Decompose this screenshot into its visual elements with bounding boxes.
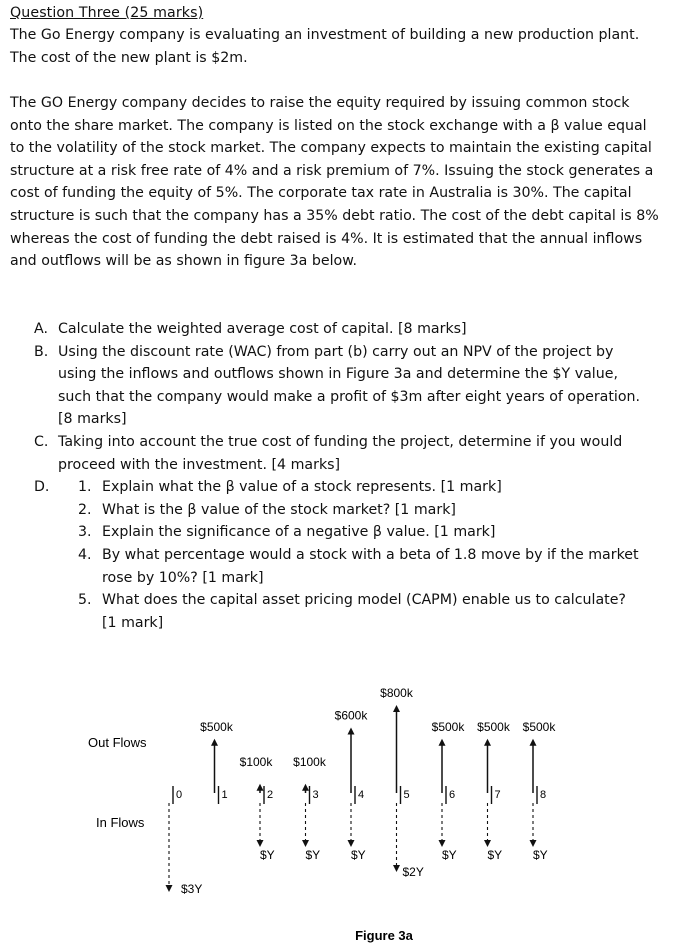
figure-caption: Figure 3a [355,928,413,943]
subquestion-text: Explain what the β value of a stock represents. [1 mark] [102,479,502,496]
part-b [34,341,644,431]
part-letter: D. [34,479,50,496]
outflow-value-label: $100k [239,754,273,769]
outflow-value-label: $600k [334,708,368,723]
inflow-arrow-head [302,840,309,847]
part-text: Taking into account the true cost of funding the project, determine if you would proceed with the investment. [4 marks] [58,433,623,473]
inflow-arrow-head [439,840,446,847]
part-letter: B. [34,343,49,360]
period-label: 2 [267,789,274,801]
out-flows-label: Out Flows [88,735,147,750]
subquestion-number: 1. [78,479,92,496]
part-c [34,431,644,476]
inflow-arrow-head [348,840,355,847]
question-parts [34,318,644,634]
inflow-value-label: $Y [487,848,503,862]
outflow-arrow-head [257,784,264,791]
subquestion [78,521,644,544]
outflow-value-label: $500k [477,719,510,734]
outflow-arrow-head [348,728,355,735]
inflow-arrow-head [257,840,264,847]
subquestion [78,544,644,589]
cash-flow-diagram [0,667,674,947]
period-label: 1 [221,789,228,801]
part-text: Using the discount rate (WAC) from part (b) carry out an NPV of the project by using the inflows and outflows shown in Figure 3a and determine the $Y value, such that the company would make a profit of $3m after eight years of operation. [8 marks] [58,343,641,428]
subquestion [78,589,644,634]
outflow-arrow-head [530,739,537,746]
question-heading: Question Three (25 marks) [10,5,204,21]
inflow-value-label: $3Y [181,882,203,896]
outflow-value-label: $500k [431,719,465,734]
subquestion-text: What is the β value of the stock market? [1 mark] [102,501,456,518]
outflow-arrow-head [393,705,400,712]
inflow-value-label: $Y [305,848,321,862]
part-a [34,318,644,341]
period-label: 7 [494,789,501,801]
outflow-arrow-head [302,784,309,791]
inflow-arrow-head [166,885,173,892]
outflow-value-label: $500k [200,719,233,734]
body-paragraph [10,92,660,273]
subquestion-number: 3. [78,524,92,541]
subquestion-text: Explain the significance of a negative β value. [1 mark] [102,524,496,541]
outflow-arrow-head [439,739,446,746]
outflow-arrow-head [484,739,491,746]
body-text: The GO Energy company decides to raise the equity required by issuing common stock onto the share market. The company is listed on the stock exchange with a β value equal to the volatility of the stock market. The company expects to maintain the existing capital structure at a risk free rate of 4% and a risk premium of 7%. Issuing the stock generates a cost of funding the equity of 5%. The corporate tax rate in Australia is 30%. The capital structure is such that the company has a 35% debt ratio. The cost of the debt capital is 8% whereas the cost of funding the debt raised is 4%. It is estimated that the annual inflows and outflows will be as shown in figure 3a below. [10,95,659,270]
outflow-value-label: $100k [293,754,326,769]
inflow-value-label: $Y [351,848,366,862]
inflow-value-label: $Y [533,848,548,862]
subquestion [78,499,644,522]
subquestion-number: 4. [78,546,92,563]
inflow-value-label: $Y [442,848,457,862]
subquestion-text: What does the capital asset pricing model (CAPM) enable us to calculate? [1 mark] [102,592,626,631]
period-label: 4 [358,789,365,801]
inflow-value-label: $Y [260,848,275,862]
period-label: 0 [176,789,183,801]
period-label: 6 [449,789,456,801]
outflow-value-label: $800k [380,686,413,700]
subquestion-number: 2. [78,501,92,518]
part-letter: C. [34,433,49,450]
outflow-arrow-head [211,739,218,746]
inflow-arrow-head [530,840,537,847]
period-label: 8 [540,789,547,801]
subquestion [78,476,644,499]
intro-text: The Go Energy company is evaluating an investment of building a new production plant. The cost of the new plant is $2m. [10,27,640,66]
part-d-subquestions [78,476,644,634]
part-text: Calculate the weighted average cost of capital. [8 marks] [58,321,467,337]
inflow-value-label: $2Y [402,865,424,879]
in-flows-label: In Flows [96,815,145,830]
period-label: 5 [403,789,410,801]
intro-paragraph [10,24,660,69]
inflow-arrow-head [484,840,491,847]
outflow-value-label: $500k [522,719,556,734]
period-label: 3 [312,789,319,801]
subquestion-number: 5. [78,592,92,609]
cash-flow-marks [166,686,557,896]
part-d [34,476,644,634]
subquestion-text: By what percentage would a stock with a beta of 1.8 move by if the market rose by 10%? [1 mark] [102,546,639,586]
inflow-arrow-head [393,865,400,872]
part-letter: A. [34,321,48,337]
